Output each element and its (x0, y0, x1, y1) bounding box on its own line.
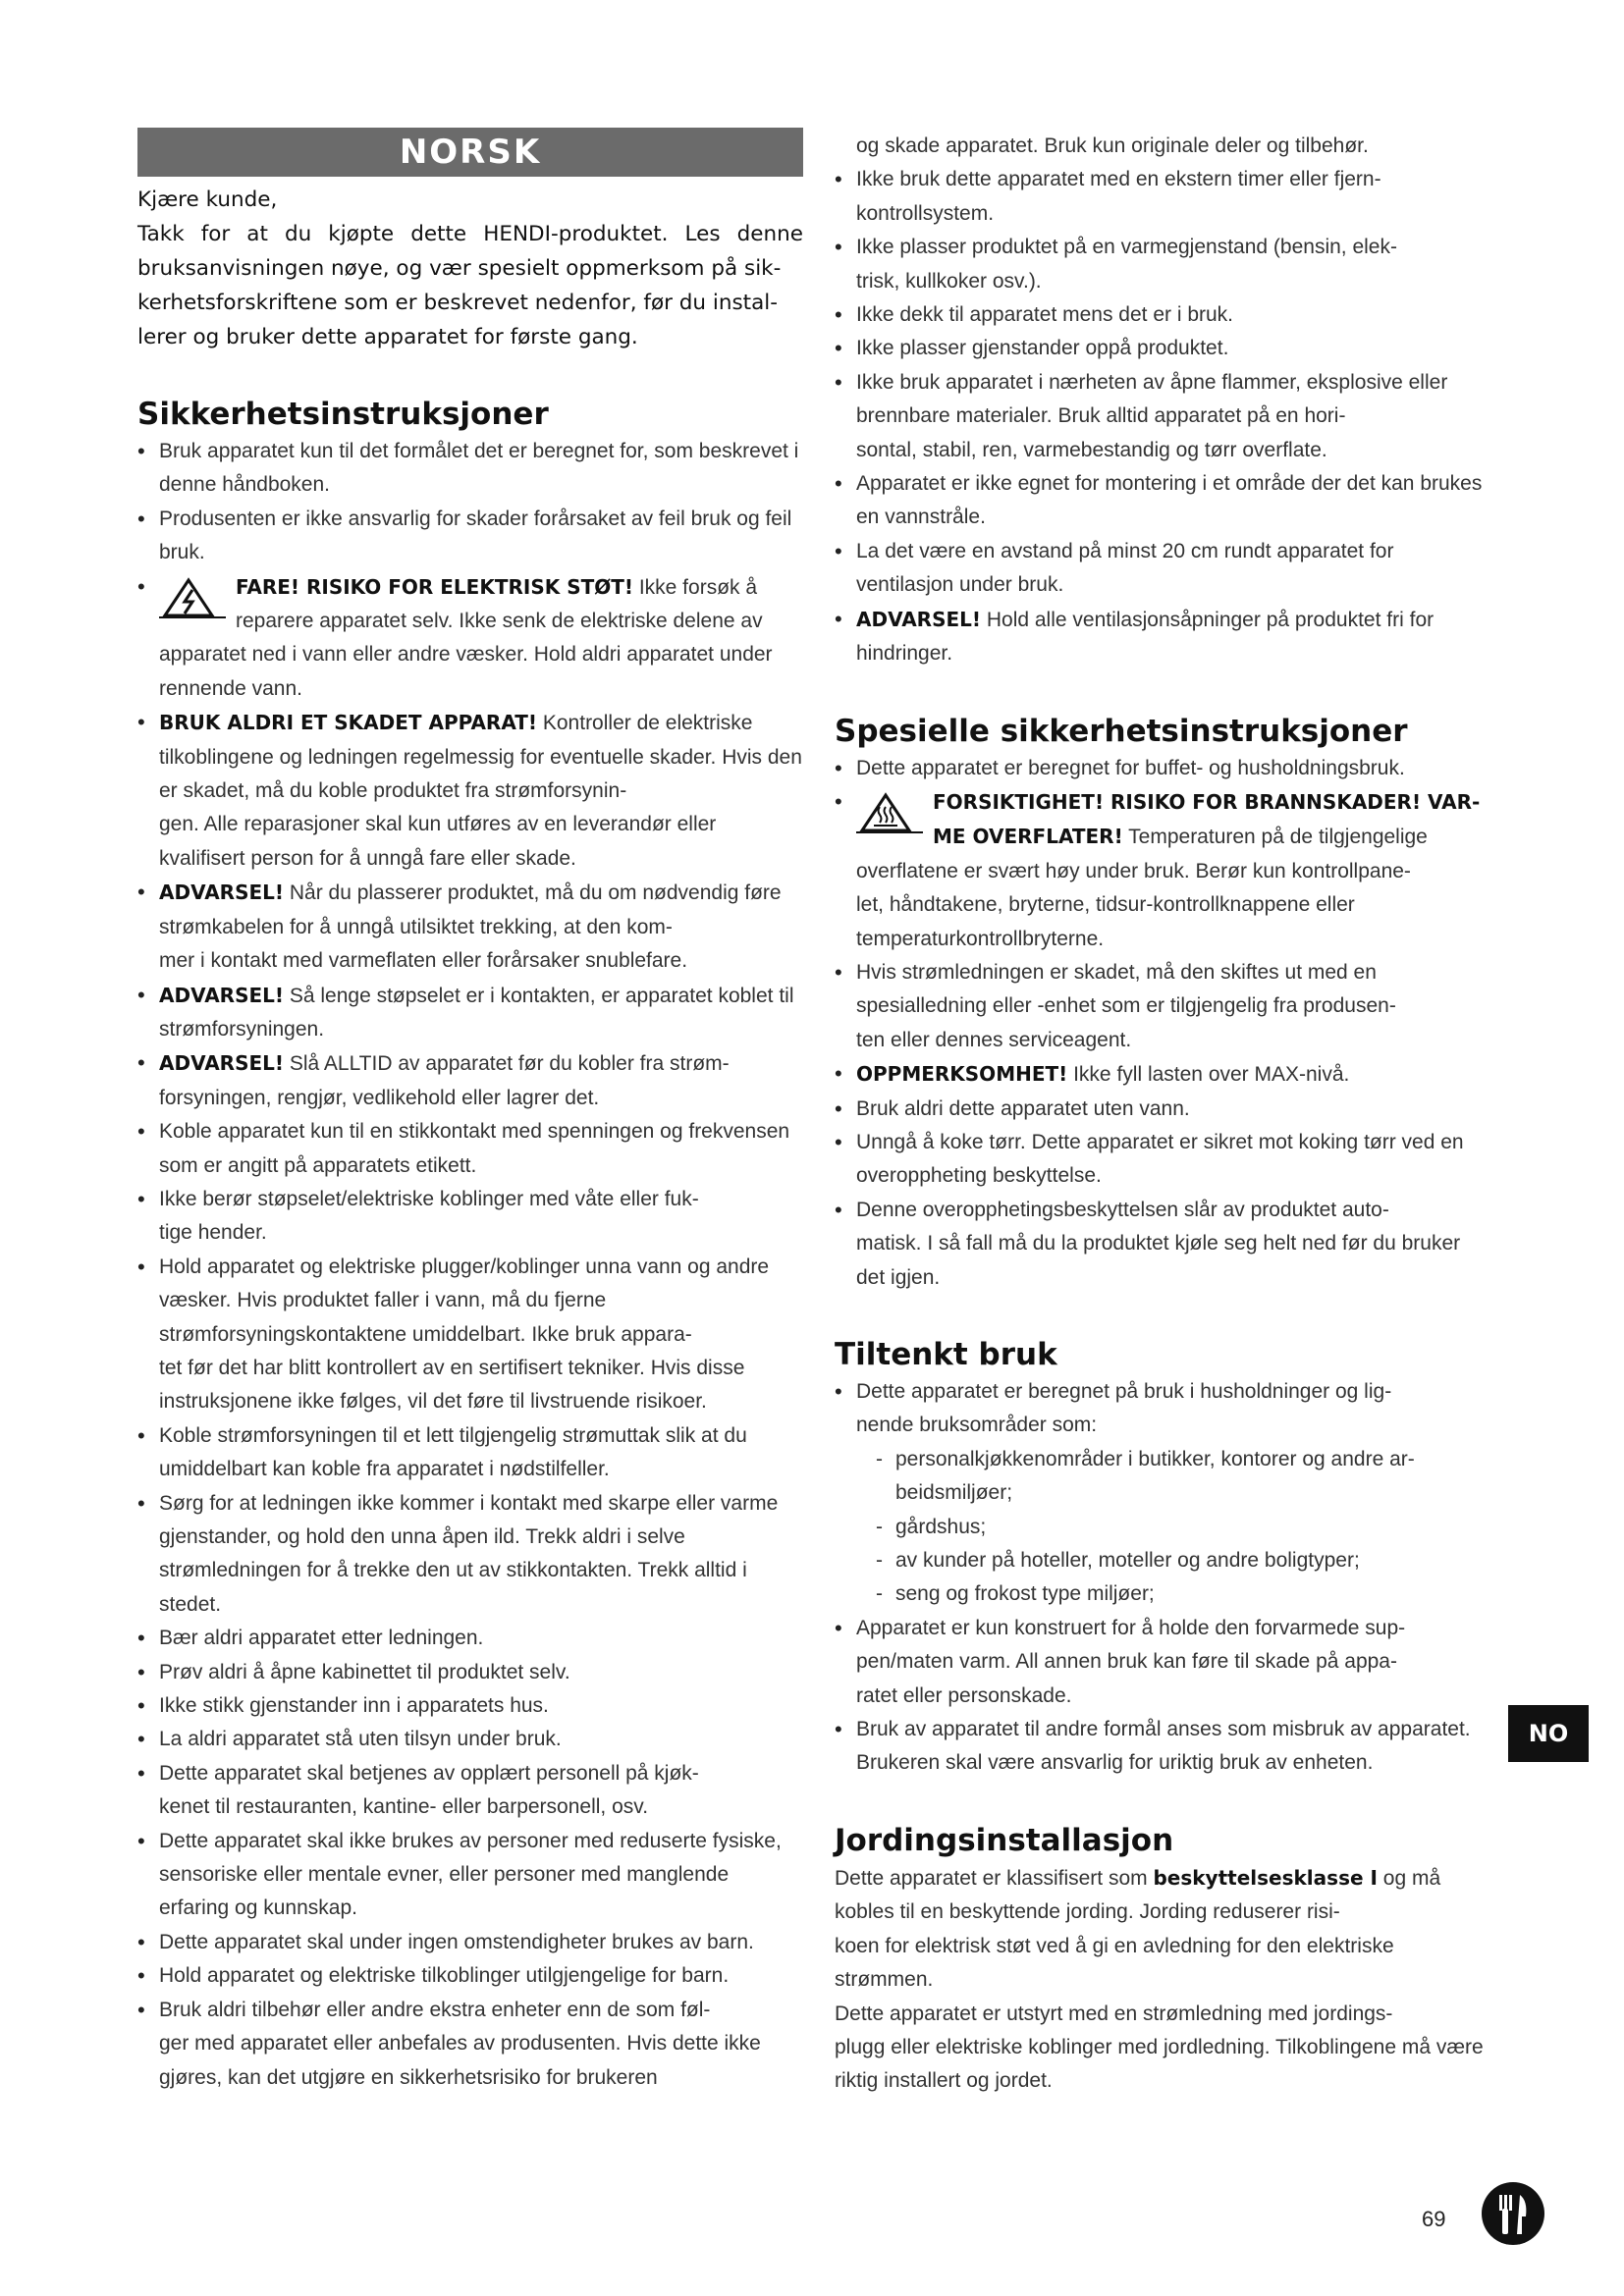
language-label: NORSK (399, 133, 542, 172)
hot-surface-icon (856, 791, 923, 834)
grounding-paragraph-2: Dette apparatet er utstyrt med en strømledning med jordings- plugg eller elektriske koblinger med jordledning. Tilkoblingene må være riktig installert og jordet. (835, 2002, 1484, 2093)
list-item: • Ikke plasser gjenstander oppå produktet. (835, 336, 1229, 361)
list-item: • Ikke berør støpselet/elektriske koblinger med våte eller fuk- tige hender. (137, 1186, 699, 1245)
list-item-continuation: og skade apparatet. Bruk kun originale deler og tilbehør. (856, 134, 1369, 157)
list-item: • Ikke bruk apparatet i nærheten av åpne flammer, eksplosive eller brennbare materialer. Bruk alltid apparatet på en hori- sontal, stabil, ren, varmebestandig og tørr overflate. (835, 369, 1448, 461)
list-item: • Apparatet er ikke egnet for montering i et område der det kan brukes en vannstråle. (835, 471, 1483, 529)
sub-item: - seng og frokost type miljøer; (876, 1582, 1155, 1606)
right-column (835, 130, 1489, 2099)
list-item: • BRUK ALDRI ET SKADET APPARAT! Kontroller de elektriske tilkoblingene og ledningen regelmessig for eventuelle skader. Hvis den er skadet, må du koble produktet fra strømforsynin- gen. Alle reparasjoner skal kun utføres av en leverandør eller kvalifisert person for å unngå fare eller skade. (137, 710, 802, 870)
list-item: • Dette apparatet skal betjenes av opplært personell på kjøk- kenet til restauranten, kantine- eller barpersonell, osv. (137, 1760, 699, 1819)
list-item: • Produsenten er ikke ansvarlig for skader forårsaket av feil bruk og feil bruk. (137, 506, 792, 564)
hendi-logo-icon (1481, 2181, 1545, 2246)
left-column (137, 128, 803, 2095)
list-item: • La det være en avstand på minst 20 cm rundt apparatet for ventilasjon under bruk. (835, 538, 1394, 597)
list-item: • Ikke stikk gjenstander inn i apparatets hus. (137, 1693, 549, 1719)
language-header (137, 128, 803, 177)
page-number: 69 (1422, 2207, 1446, 2231)
list-item: • FORSIKTIGHET! RISIKO FOR BRANNSKADER! VAR- ME OVERFLATER! Temperaturen på de tilgjengelige overflatene er svært høy under bruk. Berør kun kontrollpane- let, håndtakene, bryterne, tidsur-kontrollknappene eller temperaturkontrollbryterne. (835, 788, 1481, 950)
list-item: • FARE! RISIKO FOR ELEKTRISK STØT! Ikke forsøk å reparere apparatet selv. Ikke senk de elektriske delene av apparatet ned i vann eller andre væsker. Hold aldri apparatet under rennende vann. (137, 573, 773, 700)
grounding-heading: Jordingsinstallasjon (835, 1822, 1174, 1858)
list-item: • Dette apparatet skal under ingen omstendigheter brukes av barn. (137, 1929, 754, 1954)
language-side-tab (1508, 1705, 1589, 1762)
sub-item: - personalkjøkkenområder i butikker, kontorer og andre ar- beidsmiljøer; (876, 1447, 1415, 1505)
list-item: • Bruk apparatet kun til det formålet det er beregnet for, som beskrevet i denne håndboken. (137, 439, 799, 497)
list-item: • Bruk aldri tilbehør eller andre ekstra enheter enn de som føl- ger med apparatet eller anbefales av produsenten. Hvis dette ikke gjøres, kan det utgjøre en sikkerhetsrisiko for brukeren (137, 1997, 761, 2089)
list-item: • Bær aldri apparatet etter ledningen. (137, 1626, 484, 1651)
intro (137, 183, 803, 354)
intro-greeting: Kjære kunde, (137, 187, 278, 212)
electric-warning-icon (159, 576, 226, 619)
intended-use-heading: Tiltenkt bruk (835, 1337, 1057, 1372)
list-item: • Denne overopphetingsbeskyttelsen slår av produktet auto- matisk. I så fall må du la produktet kjøle seg helt ned før du bruker det igjen. (835, 1197, 1461, 1289)
list-item: • Ikke bruk dette apparatet med en ekstern timer eller fjern- kontrollsystem. (835, 167, 1381, 225)
list-item: • ADVARSEL! Hold alle ventilasjonsåpninger på produktet fri for hindringer. (835, 606, 1435, 666)
side-tab-label: NO (1528, 1720, 1569, 1747)
intended-use-sublist (856, 1443, 1489, 1612)
intro-text: Takk for at du kjøpte dette HENDI-produktet. Les denne bruksanvisningen nøye, og vær spesielt oppmerksom på sik- kerhetsforskriftene som er beskrevet nedenfor, før du instal- lerer og bruker dette apparatet for første gang. (137, 222, 803, 349)
list-item: • Dette apparatet er beregnet på bruk i husholdninger og lig- nende bruksområder som: - personalkjøkkenområder i butikker, kontorer og andre ar- beidsmiljøer; - gårdshus; - av kunder på hoteller, moteller og andre boligtyper; - seng og frokost type miljøer; (835, 1375, 1489, 1612)
list-item: • Dette apparatet skal ikke brukes av personer med reduserte fysiske, sensoriske eller mentale evner, eller personer med manglende erfaring og kunnskap. (137, 1828, 782, 1920)
sub-item: - av kunder på hoteller, moteller og andre boligtyper; (876, 1549, 1360, 1573)
sub-item: - gårdshus; (876, 1515, 987, 1538)
list-item: • ADVARSEL! Slå ALLTID av apparatet før du kobler fra strøm- forsyningen, rengjør, vedlikehold eller lagrer det. (137, 1050, 730, 1109)
list-item: • Sørg for at ledningen ikke kommer i kontakt med skarpe eller varme gjenstander, og hold den unna åpen ild. Trekk aldri i selve strømledningen for å trekke den ut av stikkontakten. Trekk alltid i stedet. (137, 1490, 779, 1616)
list-item: • ADVARSEL! Så lenge støpselet er i kontakten, er apparatet koblet til strømforsyningen. (137, 982, 794, 1041)
safety-list (137, 435, 803, 2095)
list-item: • Bruk aldri dette apparatet uten vann. (835, 1095, 1190, 1121)
list-item: • Dette apparatet er beregnet for buffet- og husholdningsbruk. (835, 755, 1405, 780)
list-item: • Ikke plasser produktet på en varmegjenstand (bensin, elek- trisk, kullkoker osv.). (835, 235, 1397, 293)
intended-use-list (835, 1375, 1489, 1781)
list-item: • Hold apparatet og elektriske tilkoblinger utilgjengelige for barn. (137, 1963, 730, 1989)
list-item: • La aldri apparatet stå uten tilsyn under bruk. (137, 1727, 562, 1752)
special-list (835, 752, 1489, 1296)
list-item: • Apparatet er kun konstruert for å holde den forvarmede sup- pen/maten varm. All annen bruk kan føre til skade på appa- ratet eller personskade. (835, 1615, 1406, 1707)
list-item: • Hvis strømledningen er skadet, må den skiftes ut med en spesialledning eller -enhet som er tilgjengelig fra produsen- ten eller dennes serviceagent. (835, 959, 1396, 1051)
list-item: • Koble apparatet kun til en stikkontakt med spenningen og frekvensen som er angitt på apparatets etikett. (137, 1119, 790, 1177)
list-item: • ADVARSEL! Når du plasserer produktet, må du om nødvendig føre strømkabelen for å unngå utilsiktet trekking, at den kom- mer i kontakt med varmeflaten eller forårsaker snublefare. (137, 880, 782, 973)
list-item: • Unngå å koke tørr. Dette apparatet er sikret mot koking tørr ved en overoppheting beskyttelse. (835, 1129, 1464, 1188)
special-heading: Spesielle sikkerhetsinstruksjoner (835, 713, 1408, 749)
list-item: • Koble strømforsyningen til et lett tilgjengelig strømuttak slik at du umiddelbart kan koble fra apparatet i nødstilfeller. (137, 1422, 747, 1481)
grounding-paragraph-1: Dette apparatet er klassifisert som beskyttelsesklasse I og må kobles til en beskyttende jording. Jording reduserer risi- koen for elektrisk støt ved å gi en avledning for den elektriske strømmen. (835, 1865, 1441, 1992)
list-item: • Prøv aldri å åpne kabinettet til produktet selv. (137, 1659, 570, 1684)
list-item: • OPPMERKSOMHET! Ikke fyll lasten over MAX-nivå. (835, 1061, 1350, 1087)
safety-list-continued (835, 130, 1489, 671)
safety-heading: Sikkerhetsinstruksjoner (137, 397, 549, 432)
list-item: • Bruk av apparatet til andre formål anses som misbruk av apparatet. Brukeren skal være ansvarlig for uriktig bruk av enheten. (835, 1717, 1471, 1775)
list-item: • Hold apparatet og elektriske plugger/koblinger unna vann og andre væsker. Hvis produktet faller i vann, må du fjerne strømforsyningskontaktene umiddelbart. Ikke bruk appara- tet før det har blitt kontrollert av en sertifisert tekniker. Hvis disse instruksjonene ikke følges, vil det føre til livstruende risikoer. (137, 1254, 770, 1414)
list-item: • Ikke dekk til apparatet mens det er i bruk. (835, 302, 1234, 328)
